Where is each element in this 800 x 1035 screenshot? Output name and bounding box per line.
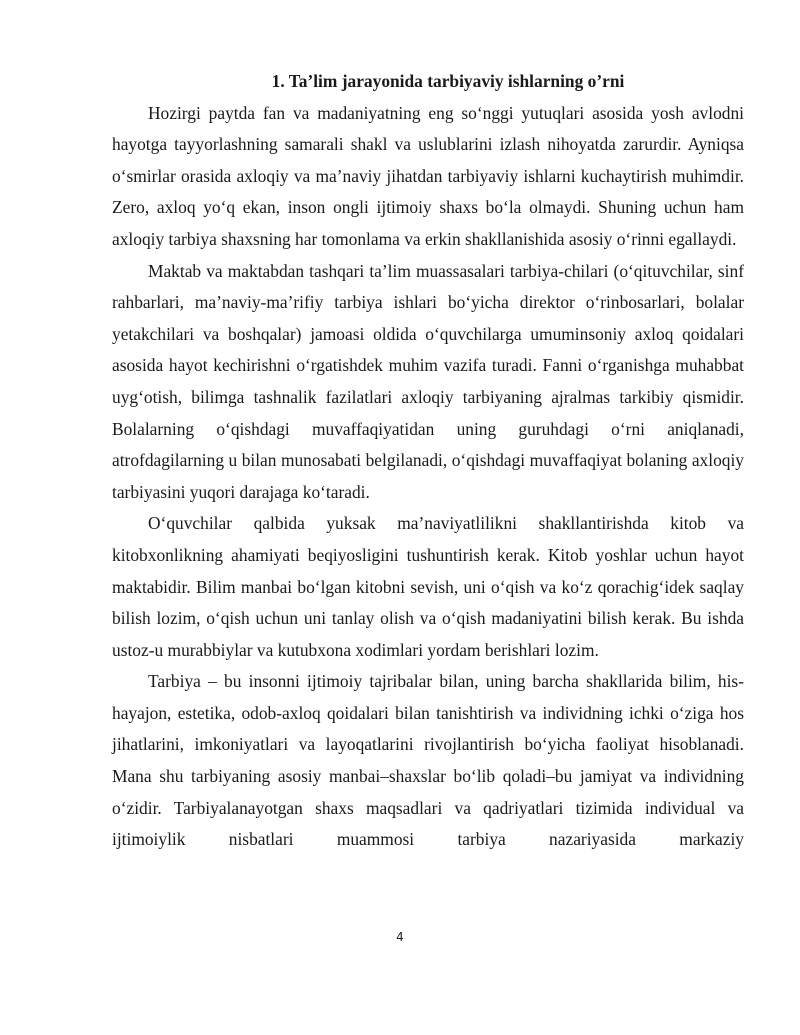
paragraph-3: O‘quvchilar qalbida yuksak ma’naviyatlilikni shakllantirishda kitob va kitobxonlikning ahamiyati beqiyosligini tushuntirish kerak. Kitob yoshlar uchun hayot maktabidir. Bilim manbai bo‘lgan kitobni sevish, uni o‘qish va ko‘z qorachig‘idek saqlay bilish lozim, o‘qish uchun uni tanlay olish va o‘qish madaniyatini bilish kerak. Bu ishda ustoz-u murabbiylar va kutubxona xodimlari yordam berishlari lozim. bbox=[112, 513, 744, 660]
paragraph-2: Maktab va maktabdan tashqari ta’lim muassasalari tarbiya-chilari (o‘qituvchilar, sinf rahbarlari, ma’naviy-ma’rifiy tarbiya ishlari bo‘yicha direktor o‘rinbosarlari, bolalar yetakchilari va boshqalar) jamoasi oldida o‘quvchilarga umuminsoniy axloq qoidalari asosida hayot kechirishni o‘rgatishdek muhim vazifa turadi. Fanni o‘rganishga muhabbat uyg‘otish, bilimga tashnalik fazilatlari axloqiy tarbiyaning ajralmas tarkibiy qismidir. Bolalarning o‘qishdagi muvaffaqiyatidan uning guruhdagi o‘rni aniqlanadi, atrofdagilarning u bilan munosabati belgilanadi, o‘qishdagi muvaffaqiyat bolaning axloqiy tarbiyasini yuqori darajaga ko‘taradi. bbox=[112, 260, 744, 502]
section-heading: 1. Ta’lim jarayonida tarbiyaviy ishlarning o’rni bbox=[271, 71, 625, 91]
document-page bbox=[112, 66, 744, 856]
paragraph-1: Hozirgi paytda fan va madaniyatning eng so‘nggi yutuqlari asosida yosh avlodni hayotga tayyorlashning samarali shakl va uslublarini izlash nihoyatda zarurdir. Ayniqsa o‘smirlar orasida axloqiy va ma’naviy jihatdan tarbiyaviy ishlarni kuchaytirish muhimdir. Zero, axloq yo‘q ekan, inson ongli ijtimoiy shaxs bo‘la olmaydi. Shuning uchun ham axloqiy tarbiya shaxsning har tomonlama va erkin shakllanishida asosiy o‘rinni egallaydi. bbox=[112, 102, 744, 249]
page-number: 4 bbox=[396, 930, 404, 944]
paragraph-4: Tarbiya – bu insonni ijtimoiy tajribalar bilan, uning barcha shakllarida bilim, his-hayajon, estetika, odob-axloq qoidalari bilan tanishtirish va individning ichki o‘ziga hos jihatlarini, imkoniyatlari va layoqatlarini rivojlantirish bo‘yicha faoliyat hisoblanadi. Mana shu tarbiyaning asosiy manbai–shaxslar bo‘lib qoladi–bu jamiyat va individning o‘zidir. Tarbiyalanayotgan shaxs maqsadlari va qadriyatlari tizimida individual va ijtimoiylik nisbatlari muammosi tarbiya nazariyasida markaziy bbox=[112, 671, 744, 850]
